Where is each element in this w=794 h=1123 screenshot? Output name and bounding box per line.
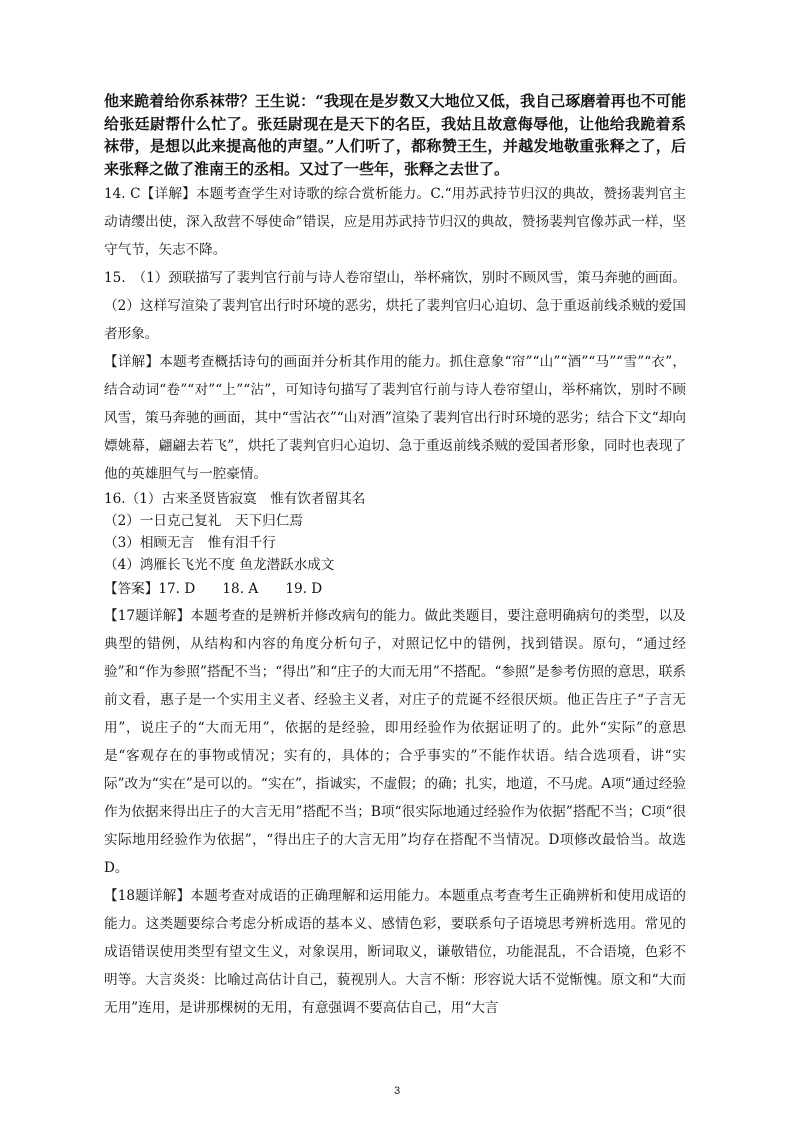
q18-explanation: 【18题详解】本题考查对成语的正确理解和运用能力。本题重点考查考生正确辨析和使用成语的能力。这类题要综合考虑分析成语的基本义、感情色彩，要联系句子语境思考辨析选用。常见的成语错误使用类型有望文生义，对象误用，断词取义，谦敬错位，功能混乱，不合语境，色彩不明等。大言炎炎：比喻过高估计自己，藐视别人。大言不惭：形容说大话不觉惭愧。原文和“大而无用”连用，是讲那棵树的无用，有意强调不要高估自己，用“大言 bbox=[104, 888, 686, 1016]
q14-explanation: 14. C【详解】本题考查学生对诗歌的综合赏析能力。C.“用苏武持节归汉的典故，赞扬裴判官主动请缨出使，深入敌营不辱使命”错误，应是用苏武持节归汉的典故，赞扬裴判官像苏武一样，坚守气节，矢志不降。 bbox=[104, 186, 686, 258]
q15-explanation: 【详解】本题考查概括诗句的画面并分析其作用的能力。抓住意象“帘”“山”“酒”“马”“雪”“衣”，结合动词“卷”“对”“上”“沾”，可知诗句描写了裴判官行前与诗人卷帘望山，举杯痛饮，别时不顾风雪，策马奔驰的画面，其中“雪沾衣”“山对酒”渲染了裴判官出行时环境的恶劣；结合下文“却向嫖姚幕，翩翩去若飞”，烘托了裴判官归心迫切、急于重返前线杀贼的爱国者形象，同时也表现了他的英雄胆气与一腔豪情。 bbox=[104, 354, 686, 482]
document-body bbox=[104, 90, 686, 1022]
q16-line: （2）一日克己复礼 天下归仁焉 bbox=[104, 513, 303, 529]
page-number: 3 bbox=[393, 1085, 401, 1097]
answer-section bbox=[104, 180, 686, 488]
q17-explanation: 【17题详解】本题考查的是辨析并修改病句的能力。做此类题目，要注意明确病句的类型，以及典型的错例，从结构和内容的角度分析句子，对照记忆中的错例，找到错误。原句，“通过经验”和“作为参照”搭配不当；“得出”和“庄子的大而无用”不搭配。“参照”是参考仿照的意思，联系前文看，惠子是一个实用主义者、经验主义者，对庄子的荒诞不经很厌烦。他正告庄子“子言无用”，说庄子的“大而无用”，依据的是经验，即用经验作为依据证明了的。此外“实际”的意思是“客观存在的事物或情况；实有的，具体的；合乎事实的”不能作状语。结合选项看，讲“实际”改为“实在”是可以的。“实在”，指诚实，不虚假；的确；扎实，地道，不马虎。A项“通过经验作为依据来得出庄子的大言无用”搭配不当；B项“很实际地通过经验作为依据”搭配不当；C项“很实际地用经验作为依据”，“得出庄子的大言无用”均存在搭配不当情况。D项修改最恰当。故选D。 bbox=[104, 608, 686, 876]
detail-section bbox=[104, 602, 686, 1022]
translation-paragraph: 他来跪着给你系袜带？王生说：“我现在是岁数又大地位又低，我自己琢磨着再也不可能给张廷尉帮什么忙了。张廷尉现在是天下的名臣，我姑且故意侮辱他，让他给我跪着系袜带，是想以此来提高他的声望。”人们听了，都称赞王生，并越发地敬重张释之了，后来张释之做了淮南王的丞相。又过了一些年，张释之去世了。 bbox=[104, 92, 686, 178]
q15-answer: 15. （1）颈联描写了裴判官行前与诗人卷帘望山，举杯痛饮，别时不顾风雪，策马奔驰的画面。（2）这样写渲染了裴判官出行时环境的恶劣，烘托了裴判官归心迫切、急于重返前线杀贼的爱国者形象。 bbox=[104, 270, 686, 342]
answer-key: 【答案】17. D 18. A 19. D bbox=[104, 581, 323, 597]
q16-line: （4）鸿雁长飞光不度 鱼龙潜跃水成文 bbox=[104, 557, 335, 573]
q16-line: （3）相顾无言 惟有泪千行 bbox=[104, 535, 276, 551]
q16-line: 16.（1）古来圣贤皆寂寞 惟有饮者留其名 bbox=[104, 491, 366, 507]
q16-answers bbox=[104, 488, 686, 576]
